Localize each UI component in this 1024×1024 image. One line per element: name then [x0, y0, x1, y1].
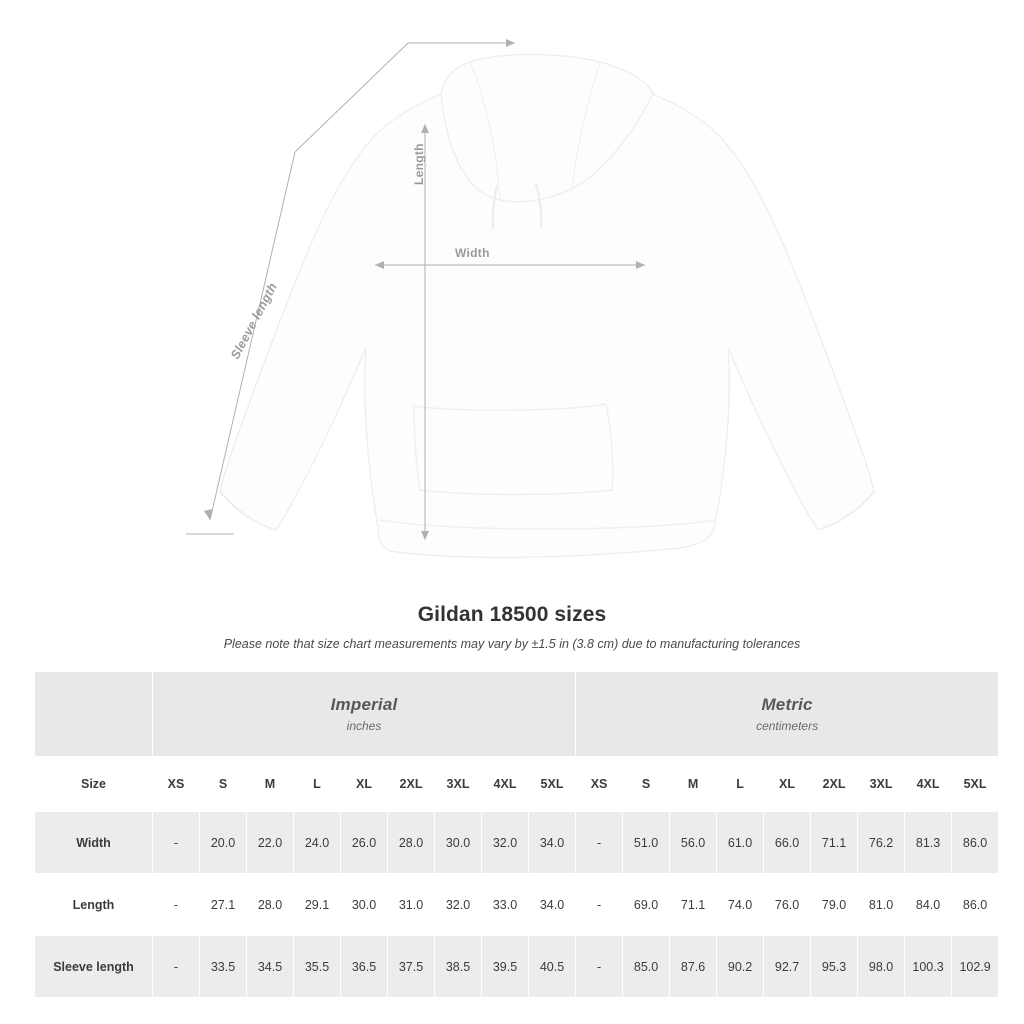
- size-header-imperial-2xl: 2XL: [388, 757, 435, 812]
- unit-group-metric-name: Metric: [761, 695, 813, 714]
- cell-length-metric-3xl: 81.0: [858, 874, 905, 936]
- cell-length-imperial-l: 29.1: [294, 874, 341, 936]
- size-header-imperial-5xl: 5XL: [529, 757, 576, 812]
- cell-length-metric-s: 69.0: [623, 874, 670, 936]
- row-label-sleeve-length: Sleeve length: [35, 936, 153, 998]
- cell-sleeve-imperial-3xl: 38.5: [435, 936, 482, 998]
- title-block: [0, 603, 1024, 651]
- size-header-label: Size: [35, 757, 153, 812]
- cell-length-metric-l: 74.0: [717, 874, 764, 936]
- cell-length-imperial-4xl: 33.0: [482, 874, 529, 936]
- cell-sleeve-imperial-m: 34.5: [247, 936, 294, 998]
- cell-sleeve-metric-5xl: 102.9: [952, 936, 999, 998]
- cell-length-metric-5xl: 86.0: [952, 874, 999, 936]
- cell-length-metric-4xl: 84.0: [905, 874, 952, 936]
- cell-sleeve-metric-l: 90.2: [717, 936, 764, 998]
- cell-width-metric-xs: -: [576, 812, 623, 874]
- unit-group-metric: [576, 672, 999, 757]
- cell-width-metric-xl: 66.0: [764, 812, 811, 874]
- cell-width-imperial-xs: -: [153, 812, 200, 874]
- unit-group-imperial-name: Imperial: [330, 695, 398, 714]
- size-chart-container: [34, 671, 990, 998]
- cell-width-metric-l: 61.0: [717, 812, 764, 874]
- cell-sleeve-imperial-xl: 36.5: [341, 936, 388, 998]
- cell-sleeve-imperial-5xl: 40.5: [529, 936, 576, 998]
- cell-length-imperial-m: 28.0: [247, 874, 294, 936]
- cell-width-imperial-m: 22.0: [247, 812, 294, 874]
- cell-width-imperial-3xl: 30.0: [435, 812, 482, 874]
- cell-length-imperial-s: 27.1: [200, 874, 247, 936]
- table-row: [35, 812, 999, 874]
- size-header-metric-5xl: 5XL: [952, 757, 999, 812]
- table-row: [35, 874, 999, 936]
- cell-length-imperial-2xl: 31.0: [388, 874, 435, 936]
- cell-sleeve-imperial-2xl: 37.5: [388, 936, 435, 998]
- size-header-imperial-xs: XS: [153, 757, 200, 812]
- unit-group-imperial: [153, 672, 576, 757]
- cell-width-metric-3xl: 76.2: [858, 812, 905, 874]
- cell-width-metric-2xl: 71.1: [811, 812, 858, 874]
- cell-sleeve-metric-m: 87.6: [670, 936, 717, 998]
- cell-sleeve-metric-4xl: 100.3: [905, 936, 952, 998]
- size-header-imperial-3xl: 3XL: [435, 757, 482, 812]
- size-chart-table: [34, 671, 999, 998]
- size-header-imperial-xl: XL: [341, 757, 388, 812]
- cell-width-metric-5xl: 86.0: [952, 812, 999, 874]
- size-header-imperial-l: L: [294, 757, 341, 812]
- row-label-length: Length: [35, 874, 153, 936]
- cell-length-imperial-3xl: 32.0: [435, 874, 482, 936]
- cell-sleeve-imperial-l: 35.5: [294, 936, 341, 998]
- size-header-imperial-s: S: [200, 757, 247, 812]
- unit-group-imperial-sub: inches: [346, 719, 382, 733]
- sleeve-length-dimension-label: Sleeve length: [228, 280, 281, 362]
- cell-length-metric-xl: 76.0: [764, 874, 811, 936]
- unit-group-metric-sub: centimeters: [756, 719, 819, 733]
- cell-sleeve-metric-xl: 92.7: [764, 936, 811, 998]
- cell-width-metric-m: 56.0: [670, 812, 717, 874]
- size-header-metric-4xl: 4XL: [905, 757, 952, 812]
- cell-sleeve-metric-3xl: 98.0: [858, 936, 905, 998]
- cell-sleeve-imperial-s: 33.5: [200, 936, 247, 998]
- cell-length-metric-xs: -: [576, 874, 623, 936]
- cell-sleeve-imperial-4xl: 39.5: [482, 936, 529, 998]
- unit-group-row: [35, 672, 999, 757]
- size-header-metric-s: S: [623, 757, 670, 812]
- cell-width-metric-s: 51.0: [623, 812, 670, 874]
- size-header-metric-3xl: 3XL: [858, 757, 905, 812]
- cell-width-imperial-2xl: 28.0: [388, 812, 435, 874]
- size-header-metric-xl: XL: [764, 757, 811, 812]
- page-title: Gildan 18500 sizes: [417, 603, 607, 626]
- cell-width-imperial-s: 20.0: [200, 812, 247, 874]
- row-label-width: Width: [35, 812, 153, 874]
- cell-length-imperial-5xl: 34.0: [529, 874, 576, 936]
- cell-sleeve-metric-xs: -: [576, 936, 623, 998]
- length-dimension-label: Length: [412, 143, 426, 185]
- size-header-metric-xs: XS: [576, 757, 623, 812]
- cell-length-imperial-xl: 30.0: [341, 874, 388, 936]
- size-header-imperial-m: M: [247, 757, 294, 812]
- size-header-row: [35, 757, 999, 812]
- tolerance-note: Please note that size chart measurements may vary by ±1.5 in (3.8 cm) due to manufacturing tolerances: [223, 637, 801, 651]
- size-header-metric-m: M: [670, 757, 717, 812]
- table-row: [35, 936, 999, 998]
- cell-length-metric-m: 71.1: [670, 874, 717, 936]
- cell-sleeve-metric-s: 85.0: [623, 936, 670, 998]
- cell-width-metric-4xl: 81.3: [905, 812, 952, 874]
- cell-sleeve-imperial-xs: -: [153, 936, 200, 998]
- cell-width-imperial-xl: 26.0: [341, 812, 388, 874]
- cell-width-imperial-4xl: 32.0: [482, 812, 529, 874]
- table-corner-cell: [35, 672, 153, 757]
- cell-length-imperial-xs: -: [153, 874, 200, 936]
- width-dimension-label: Width: [455, 246, 490, 260]
- cell-length-metric-2xl: 79.0: [811, 874, 858, 936]
- size-header-metric-l: L: [717, 757, 764, 812]
- cell-sleeve-metric-2xl: 95.3: [811, 936, 858, 998]
- size-header-imperial-4xl: 4XL: [482, 757, 529, 812]
- size-header-metric-2xl: 2XL: [811, 757, 858, 812]
- cell-width-imperial-5xl: 34.0: [529, 812, 576, 874]
- cell-width-imperial-l: 24.0: [294, 812, 341, 874]
